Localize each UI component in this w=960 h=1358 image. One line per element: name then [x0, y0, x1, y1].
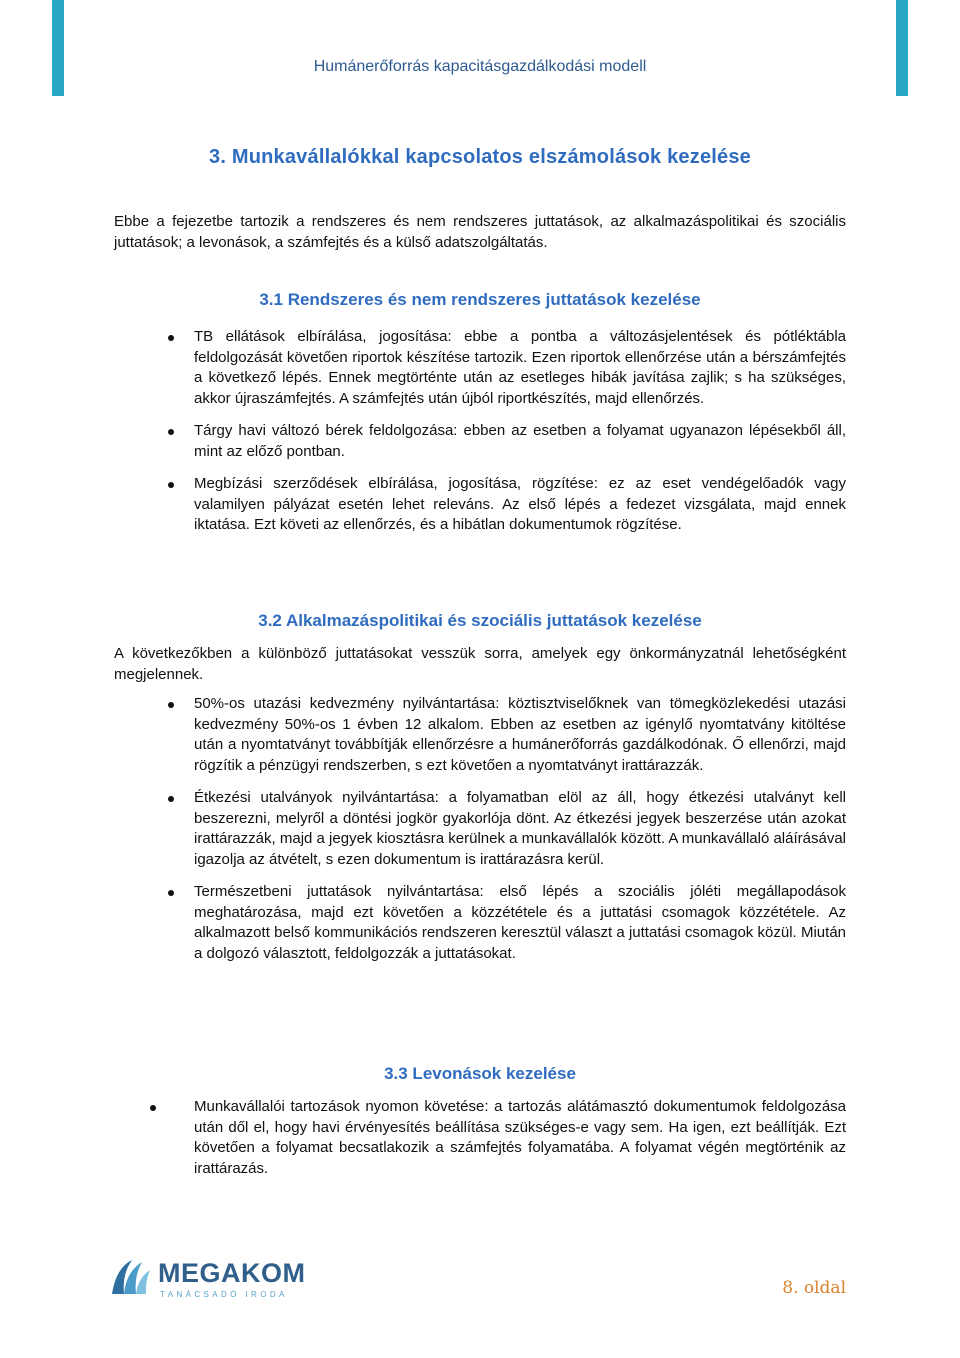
- section-3-1-list: [160, 327, 846, 548]
- bullet-icon: [168, 335, 174, 341]
- bullet-icon: [168, 482, 174, 488]
- section-title-3-1: 3.1 Rendszeres és nem rendszeres juttatások kezelése: [259, 290, 701, 309]
- bullet-icon: [168, 890, 174, 896]
- running-header-title: Humánerőforrás kapacitásgazdálkodási modell: [313, 58, 647, 75]
- list-item: Természetbeni juttatások nyilvántartása: első lépés a szociális jóléti megállapodások meghatározása, majd ezt követően a közzététele és a juttatási csomagok közzététele. Az alkalmazott belső kommunikációs rendszeren keresztül választ a juttatási csomagok közül. Miután a dolgozó választott, feldolgozzák a juttatásokat.: [160, 882, 846, 964]
- page-number: 8. oldal: [782, 1278, 846, 1298]
- section-3-3-list: [114, 1097, 846, 1191]
- bullet-icon: [168, 702, 174, 708]
- section-title-3-2: 3.2 Alkalmazáspolitikai és szociális juttatások kezelése: [258, 611, 702, 630]
- list-item: Étkezési utalványok nyilvántartása: a folyamatban elöl az áll, hogy étkezési utalványt kell beszerezni, melyről a döntési jogkör gyakorlója dönt. Az étkezési jegyek beszerzése után azokat irattárazzák, majd a jegyek kiosztásra kerülnek a munkavállalók között. A munkavállaló aláírásával igazolja az átvételt, s ezen dokumentum is irattárazásra kerül.: [160, 788, 846, 870]
- section-title-3-3: 3.3 Levonások kezelése: [384, 1064, 576, 1083]
- section-3-2-intro: A következőkben a különböző juttatásokat vesszük sorra, amelyek egy önkormányzatnál lehetőségként megjelennek.: [114, 645, 846, 683]
- list-item: Tárgy havi változó bérek feldolgozása: ebben az esetben a folyamat ugyanazon lépésekből áll, mint az előző pontban.: [160, 421, 846, 462]
- header-accent-bar-left: [52, 0, 64, 96]
- megakom-logo-icon: [108, 1254, 154, 1304]
- chapter-intro: Ebbe a fejezetbe tartozik a rendszeres és nem rendszeres juttatások, az alkalmazáspolitikai és szociális juttatások; a levonások, a számfejtés és a külső adatszolgáltatás.: [114, 213, 846, 251]
- bullet-icon: [168, 429, 174, 435]
- bullet-icon: [168, 796, 174, 802]
- chapter-title: 3. Munkavállalókkal kapcsolatos elszámolások kezelése: [209, 146, 751, 168]
- company-logo: [108, 1252, 306, 1308]
- section-3-2-list: [160, 694, 846, 976]
- list-item: TB ellátások elbírálása, jogosítása: ebbe a pontba a változásjelentések és pótléktábla feldolgozását követően riportok készítése tartozik. Ezen riportok ellenőrzése után a bérszámfejtés a következő lépés. Ennek megtörténte után az esetleges hibák javítása zajlik; s ha szükséges, akkor újraszámfejtés. A számfejtés után újból riportkészítés, majd ellenőrzés.: [160, 327, 846, 409]
- logo-wordmark: MEGAKOM: [158, 1258, 306, 1288]
- header-accent-bar-right: [896, 0, 908, 96]
- bullet-icon: [150, 1105, 156, 1111]
- list-item: Megbízási szerződések elbírálása, jogosítása, rögzítése: ez az eset vendégelőadók vagy valamilyen pályázat esetén lehet releváns. Az első lépés a fedezet vizsgálata, majd ennek iktatása. Ezt követi az ellenőrzés, és a hibátlan dokumentumok rögzítése.: [160, 474, 846, 536]
- list-item: Munkavállalói tartozások nyomon követése: a tartozás alátámasztó dokumentumok feldolgozása után dől el, hogy havi érvényesítés beállítása szükséges-e vagy sem. Ha igen, ezt beállítják. Ezt követően a folyamat becsatlakozik a számfejtés folyamatába. A folyamat végén megtörténik az irattárazás.: [114, 1097, 846, 1179]
- list-item: 50%-os utazási kedvezmény nyilvántartása: köztisztviselőknek van tömegközlekedési utazási kedvezmény 50%-os 1 évben 12 alkalom. Ebben az esetben az igénylő nyomtatvány kitöltése után a nyomtatványt továbbítják ellenőrzésre a humánerőforrás gazdálkodónak. Ő ellenőrzi, majd rögzítik a pénzügyi rendszerben, s ezt követően a nyomtatványt irattárazzák.: [160, 694, 846, 776]
- logo-subtitle: TANÁCSADÓ IRODA: [160, 1290, 288, 1299]
